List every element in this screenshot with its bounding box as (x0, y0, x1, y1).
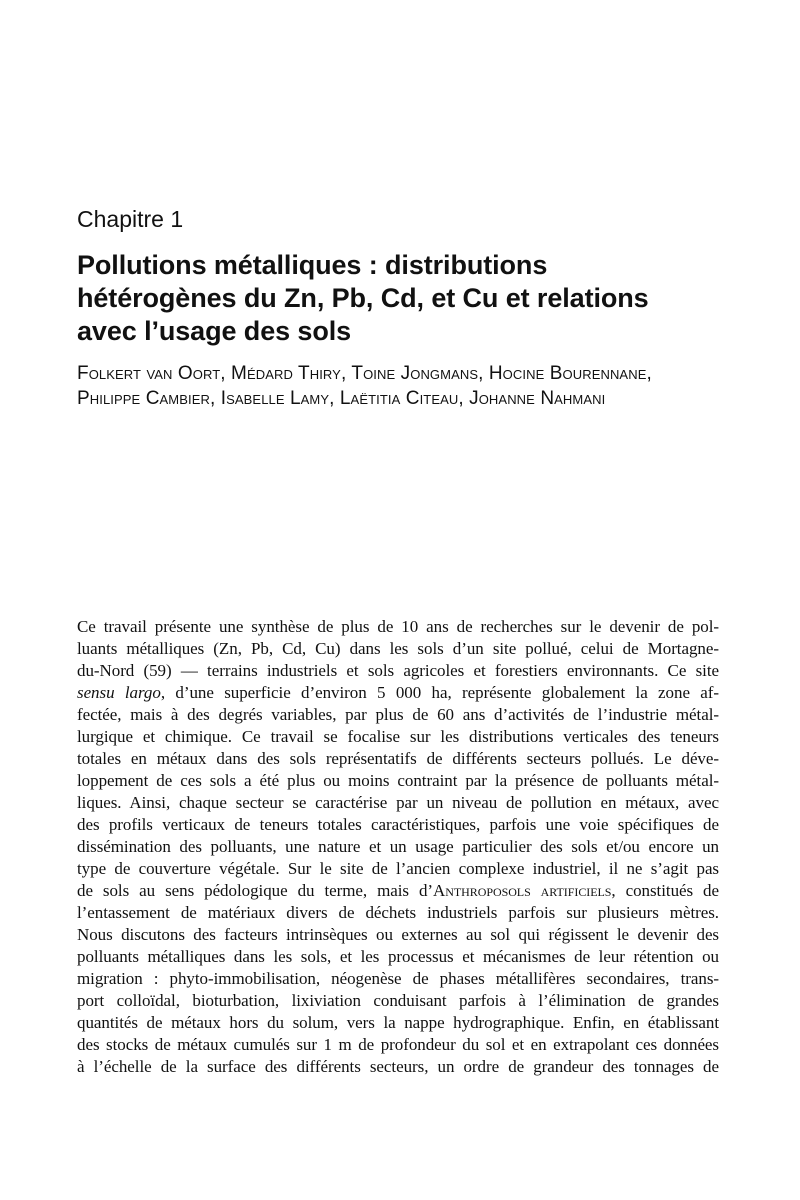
authors-block (77, 361, 719, 411)
body-line (77, 1056, 719, 1078)
body-line (77, 836, 719, 858)
authors-line-1: Folkert van Oort, Médard Thiry, Toine Jongmans, Hocine Bourennane, (77, 363, 652, 384)
body-line (77, 638, 719, 660)
body-text: type de couverture végétale. Sur le site de l’ancien complexe industriel, il ne s’agit pas (77, 859, 719, 878)
body-text: des profils verticaux de teneurs totales caractéristiques, parfois une voie spécifiques de (77, 815, 719, 834)
body-text: polluants métalliques dans les sols, et les processus et mécanismes de leur rétention ou (77, 947, 719, 966)
body-text: liques. Ainsi, chaque secteur se caractérise par un niveau de pollution en métaux, avec (77, 793, 719, 812)
body-text: de sols au sens pédologique du terme, mais d’ (77, 881, 434, 900)
body-text-italic: sensu largo (77, 683, 161, 702)
body-line (77, 946, 719, 968)
body-line (77, 726, 719, 748)
body-text: Ce travail présente une synthèse de plus de 10 ans de recherches sur le devenir de pol- (77, 617, 719, 636)
body-text: à l’échelle de la surface des différents secteurs, un ordre de grandeur des tonnages de (77, 1057, 719, 1076)
body-line (77, 682, 719, 704)
body-line (77, 902, 719, 924)
body-text: Nous discutons des facteurs intrinsèques ou externes au sol qui régissent le devenir des (77, 925, 719, 944)
body-line (77, 748, 719, 770)
body-paragraph (77, 616, 719, 1078)
body-line (77, 1034, 719, 1056)
body-text: du-Nord (59) — terrains industriels et sols agricoles et forestiers environnants. Ce site (77, 661, 719, 680)
body-text: luants métalliques (Zn, Pb, Cd, Cu) dans les sols d’un site pollué, celui de Mortagne- (77, 639, 719, 658)
body-line (77, 990, 719, 1012)
body-line (77, 858, 719, 880)
body-text: quantités de métaux hors du solum, vers la nappe hydrographique. Enfin, en établissant (77, 1013, 719, 1032)
body-line (77, 770, 719, 792)
body-text: fectée, mais à des degrés variables, par plus de 60 ans d’activités de l’industrie métal- (77, 705, 719, 724)
body-line (77, 814, 719, 836)
authors-line-2: Philippe Cambier, Isabelle Lamy, Laëtitia Citeau, Johanne Nahmani (77, 388, 606, 409)
body-text: dissémination des polluants, une nature et un usage particulier des sols et/ou encore un (77, 837, 719, 856)
body-text: des stocks de métaux cumulés sur 1 m de profondeur du sol et en extrapolant ces données (77, 1035, 719, 1054)
body-text: loppement de ces sols a été plus ou moins contraint par la présence de polluants métal- (77, 771, 719, 790)
body-line (77, 1012, 719, 1034)
body-text: , d’une superficie d’environ 5 000 ha, représente globalement la zone af- (160, 683, 719, 702)
body-text: l’entassement de matériaux divers de déchets industriels parfois sur plusieurs mètres. (77, 903, 719, 922)
body-text: port colloïdal, bioturbation, lixiviation conduisant parfois à l’élimination de grandes (77, 991, 719, 1010)
body-line (77, 880, 719, 902)
chapter-label: Chapitre 1 (77, 206, 184, 232)
body-line (77, 660, 719, 682)
body-text-smallcaps: Anthroposols artificiels (433, 881, 612, 900)
body-line (77, 924, 719, 946)
body-text: migration : phyto-immobilisation, néogenèse de phases métallifères secondaires, trans- (77, 969, 719, 988)
body-line (77, 968, 719, 990)
body-text: totales en métaux dans des sols représentatifs de différents secteurs pollués. Le déve- (77, 749, 719, 768)
body-line (77, 792, 719, 814)
body-text: , constitués de (611, 881, 720, 900)
body-line (77, 616, 719, 638)
body-line (77, 704, 719, 726)
body-text: lurgique et chimique. Ce travail se focalise sur les distributions verticales des teneurs (77, 727, 719, 746)
chapter-title: Pollutions métalliques : distributions hétérogènes du Zn, Pb, Cd, et Cu et relations avec l’usage des sols (77, 250, 649, 346)
